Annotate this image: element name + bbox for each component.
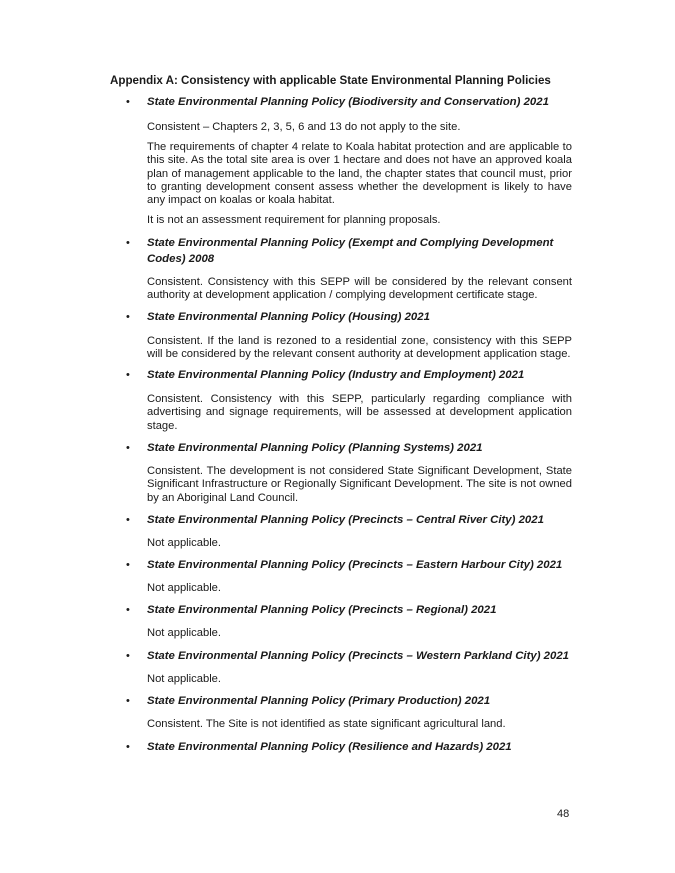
- bullet-icon: •: [126, 311, 130, 323]
- policy-paragraph: Consistent. Consistency with this SEPP will be considered by the relevant consent authority at development application / complying development certificate stage.: [147, 276, 572, 302]
- bullet-icon: •: [126, 650, 130, 662]
- policy-paragraph: Consistent. If the land is rezoned to a residential zone, consistency with this SEPP will be considered by the relevant consent authority at development application stage.: [147, 335, 572, 361]
- bullet-icon: •: [126, 369, 130, 381]
- policy-title: State Environmental Planning Policy (Primary Production) 2021: [147, 695, 491, 707]
- appendix-heading: Appendix A: Consistency with applicable State Environmental Planning Policies: [110, 74, 551, 87]
- policy-title: State Environmental Planning Policy (Precincts – Central River City) 2021: [147, 514, 544, 526]
- policy-paragraph: Not applicable.: [147, 627, 222, 639]
- policy-paragraph: Not applicable.: [147, 582, 222, 594]
- bullet-icon: •: [126, 604, 130, 616]
- policy-paragraph: Not applicable.: [147, 537, 222, 549]
- policy-paragraph: Consistent. The development is not considered State Significant Development, State Significant Infrastructure or Regionally Significant Development. The site is not owned by an Aboriginal Land Council.: [147, 465, 572, 504]
- bullet-icon: •: [126, 96, 130, 108]
- bullet-icon: •: [126, 237, 130, 249]
- policy-title: State Environmental Planning Policy (Precincts – Western Parkland City) 2021: [147, 650, 570, 662]
- policy-paragraph: Consistent – Chapters 2, 3, 5, 6 and 13 do not apply to the site.: [147, 121, 461, 133]
- policy-title: State Environmental Planning Policy (Biodiversity and Conservation) 2021: [147, 96, 549, 108]
- policy-paragraph: The requirements of chapter 4 relate to Koala habitat protection and are applicable to this site. As the total site area is over 1 hectare and does not have an approved koala plan of management applicable to the land, the chapter states that council must, prior to granting development consent assess whether the development is likely to have any impact on koalas or koala habitat.: [147, 141, 572, 207]
- bullet-icon: •: [126, 695, 130, 707]
- bullet-icon: •: [126, 514, 130, 526]
- policy-paragraph: It is not an assessment requirement for planning proposals.: [147, 214, 441, 226]
- policy-paragraph: Not applicable.: [147, 673, 222, 685]
- policy-title: State Environmental Planning Policy (Exempt and Complying Development Codes) 2008: [147, 237, 554, 265]
- page-number: 48: [557, 808, 570, 820]
- policy-title: State Environmental Planning Policy (Housing) 2021: [147, 311, 430, 323]
- policy-title: State Environmental Planning Policy (Industry and Employment) 2021: [147, 369, 525, 381]
- policy-title: State Environmental Planning Policy (Planning Systems) 2021: [147, 442, 483, 454]
- bullet-icon: •: [126, 741, 130, 753]
- policy-title: State Environmental Planning Policy (Precincts – Regional) 2021: [147, 604, 497, 616]
- bullet-icon: •: [126, 442, 130, 454]
- policy-title: State Environmental Planning Policy (Precincts – Eastern Harbour City) 2021: [147, 559, 563, 571]
- bullet-icon: •: [126, 559, 130, 571]
- policy-paragraph: Consistent. The Site is not identified as state significant agricultural land.: [147, 718, 506, 730]
- policy-title: State Environmental Planning Policy (Resilience and Hazards) 2021: [147, 741, 512, 753]
- policy-paragraph: Consistent. Consistency with this SEPP, particularly regarding compliance with advertising and signage requirements, will be assessed at development application stage.: [147, 393, 572, 432]
